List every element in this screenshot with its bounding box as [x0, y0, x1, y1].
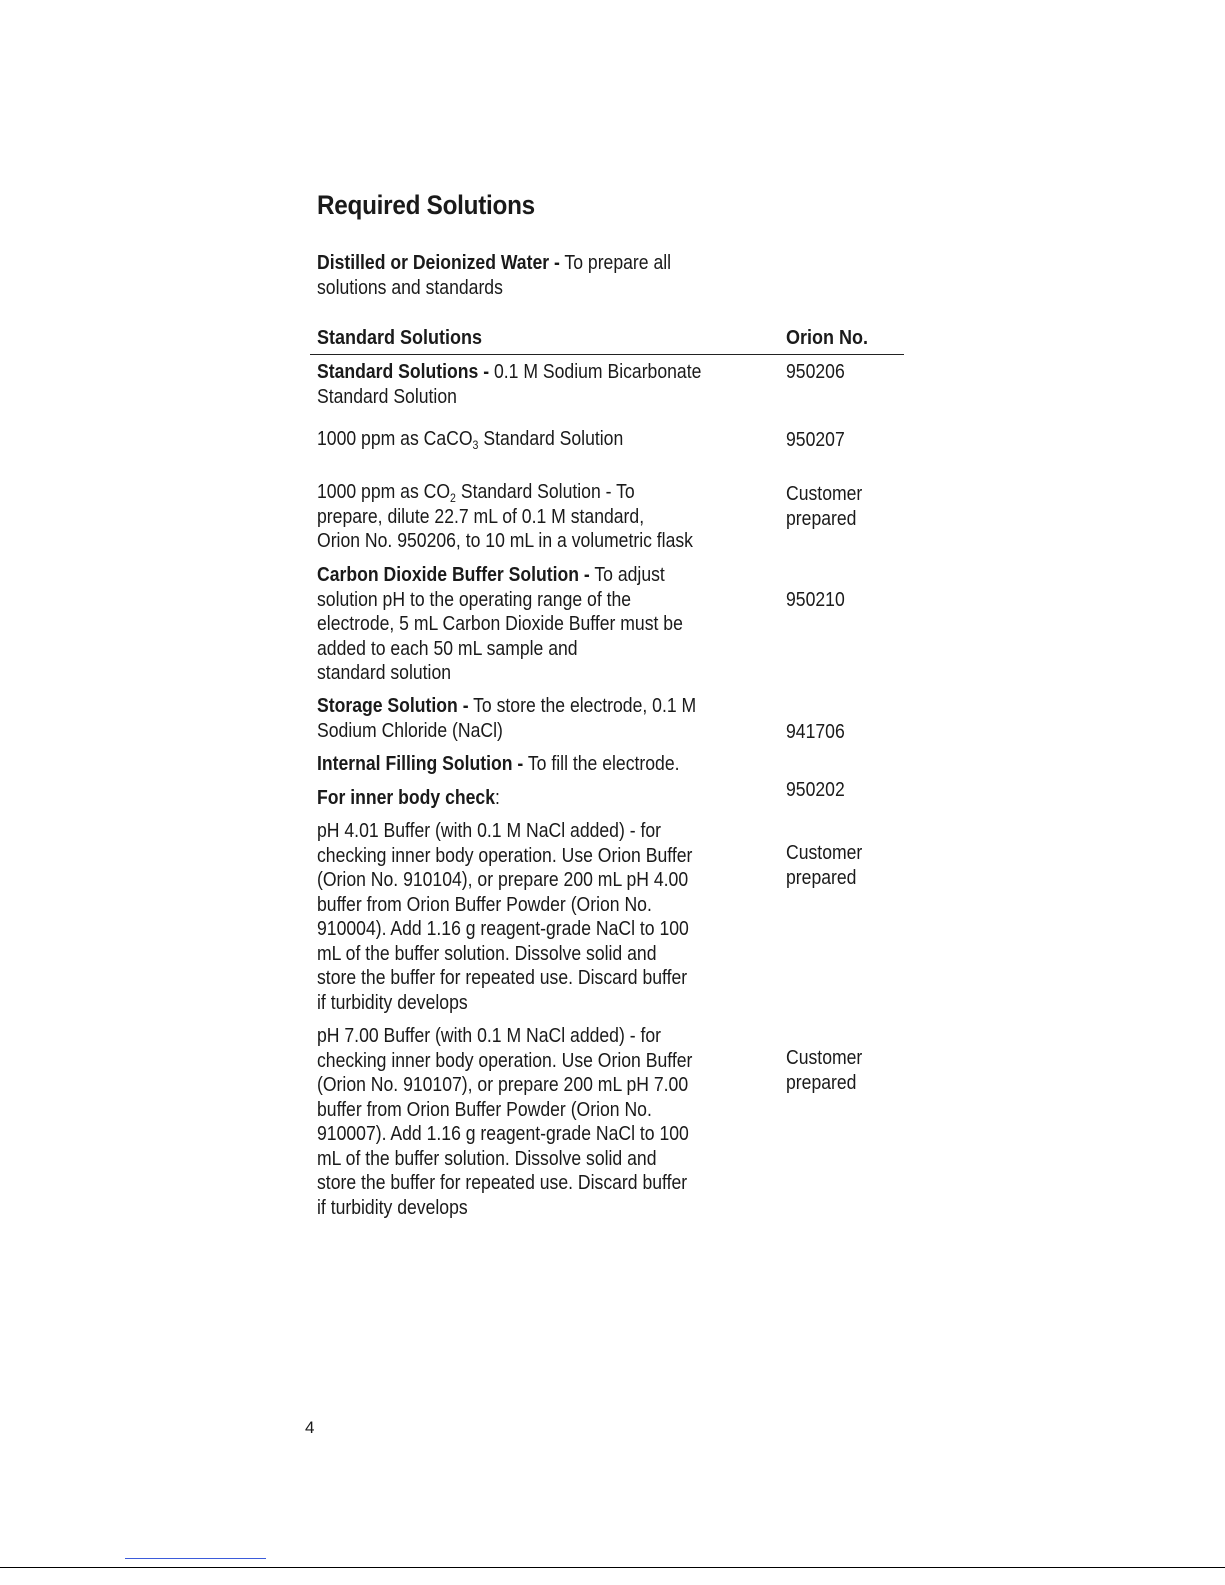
row-standard-label: Standard Solutions -	[317, 361, 490, 383]
row-ph700-num2: prepared	[786, 1071, 857, 1094]
row-standard-text	[317, 360, 701, 409]
row-co2-line3: Orion No. 950206, to 10 mL in a volumetric flask	[317, 530, 693, 552]
row-co2-pre: 1000 ppm as CO	[317, 481, 451, 503]
row-co2-text	[317, 480, 693, 554]
row-storage-line1: To store the electrode, 0.1 M	[468, 695, 697, 717]
row-buffer-number: 950210	[786, 589, 845, 611]
row-ph401-line: buffer from Orion Buffer Powder (Orion No.	[317, 893, 652, 916]
row-ph401-line: checking inner body operation. Use Orion Buffer	[317, 844, 693, 867]
row-buffer-line4: added to each 50 mL sample and	[317, 637, 578, 660]
table-header-right: Orion No.	[786, 327, 868, 349]
row-co2-line2: prepare, dilute 22.7 mL of 0.1 M standard,	[317, 505, 645, 528]
page-number: 4	[305, 1418, 315, 1437]
row-ph700-text	[317, 1024, 692, 1220]
row-filling-line1: To fill the electrode.	[523, 753, 680, 775]
row-co2-post: Standard Solution - To	[455, 481, 635, 503]
row-storage-line2: Sodium Chloride (NaCl)	[317, 719, 503, 742]
row-ph700-line: mL of the buffer solution. Dissolve solid and	[317, 1147, 657, 1170]
row-ph700-line: pH 7.00 Buffer (with 0.1 M NaCl added) - for	[317, 1025, 662, 1047]
row-ph401-line: pH 4.01 Buffer (with 0.1 M NaCl added) - for	[317, 820, 662, 842]
row-caco3-sub: 3	[472, 438, 479, 452]
header-rule	[310, 354, 904, 355]
row-caco3-pre: 1000 ppm as CaCO	[317, 428, 473, 450]
row-filling-label: Internal Filling Solution -	[317, 753, 524, 775]
row-buffer-line3: electrode, 5 mL Carbon Dioxide Buffer must be	[317, 613, 683, 635]
page-title: Required Solutions	[317, 190, 535, 220]
row-buffer-line1: To adjust	[589, 564, 665, 586]
inner-body-heading	[317, 786, 500, 811]
row-filling-number: 950202	[786, 779, 845, 801]
row-standard-line2: Standard Solution	[317, 385, 457, 408]
row-caco3-number: 950207	[786, 429, 845, 451]
inner-body-colon: :	[494, 787, 500, 809]
row-co2-num2: prepared	[786, 507, 857, 530]
water-text-line1: To prepare all	[559, 252, 672, 274]
row-co2-sub: 2	[450, 491, 456, 505]
row-storage-label: Storage Solution -	[317, 695, 469, 717]
row-ph401-line: mL of the buffer solution. Dissolve solid and	[317, 942, 657, 965]
footer-divider	[0, 1567, 1225, 1568]
row-buffer-line5: standard solution	[317, 662, 452, 684]
row-ph700-line: buffer from Orion Buffer Powder (Orion No.	[317, 1098, 652, 1121]
row-ph401-num2: prepared	[786, 866, 857, 889]
row-ph401-num1: Customer	[786, 842, 863, 864]
row-buffer-text	[317, 563, 683, 686]
row-caco3-text	[317, 427, 623, 452]
row-ph700-number	[786, 1046, 862, 1095]
row-co2-num1: Customer	[786, 483, 863, 505]
row-ph401-line: if turbidity develops	[317, 991, 468, 1014]
row-standard-number: 950206	[786, 361, 845, 383]
inner-body-label: For inner body check	[317, 787, 495, 809]
row-storage-number: 941706	[786, 721, 845, 743]
row-ph401-number	[786, 841, 862, 890]
row-buffer-line2: solution pH to the operating range of the	[317, 588, 632, 611]
row-caco3-post: Standard Solution	[478, 428, 624, 450]
row-ph700-line: if turbidity develops	[317, 1196, 468, 1219]
row-ph700-line: 910007). Add 1.16 g reagent-grade NaCl to 100	[317, 1123, 689, 1145]
row-co2-number	[786, 482, 862, 531]
row-ph401-line: store the buffer for repeated use. Discard buffer	[317, 967, 688, 989]
row-ph700-line: store the buffer for repeated use. Discard buffer	[317, 1172, 688, 1194]
row-buffer-label: Carbon Dioxide Buffer Solution -	[317, 564, 590, 586]
water-label: Distilled or Deionized Water -	[317, 252, 560, 274]
water-text-line2: solutions and standards	[317, 276, 503, 299]
row-filling-text	[317, 752, 680, 777]
row-storage-text	[317, 694, 696, 743]
water-paragraph	[317, 251, 671, 300]
row-ph700-line: (Orion No. 910107), or prepare 200 mL pH 7.00	[317, 1074, 689, 1096]
row-ph401-text	[317, 819, 692, 1015]
row-ph401-line: 910004). Add 1.16 g reagent-grade NaCl to 100	[317, 918, 689, 940]
row-ph401-line: (Orion No. 910104), or prepare 200 mL pH 4.00	[317, 869, 689, 891]
row-ph700-num1: Customer	[786, 1047, 863, 1069]
row-standard-line1: 0.1 M Sodium Bicarbonate	[489, 361, 702, 383]
table-header-left: Standard Solutions	[317, 327, 483, 349]
footer-link-underline	[125, 1558, 266, 1559]
row-ph700-line: checking inner body operation. Use Orion Buffer	[317, 1049, 693, 1072]
